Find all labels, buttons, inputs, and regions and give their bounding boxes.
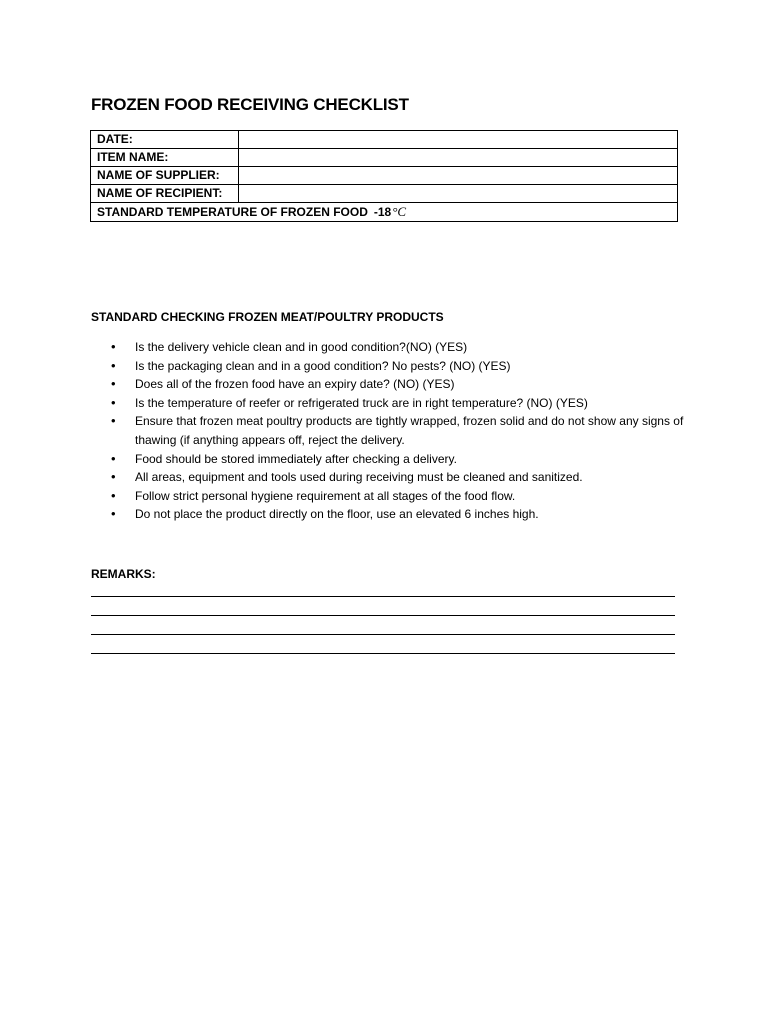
info-row-supplier [91, 167, 678, 185]
bullet-icon: • [111, 487, 116, 503]
info-row-temperature [91, 203, 678, 222]
bullet-icon: • [111, 450, 116, 466]
bullet-icon: • [111, 413, 116, 429]
info-row-date [91, 131, 678, 149]
info-row-recipient [91, 185, 678, 203]
checklist-item-text: Food should be stored immediately after checking a delivery. [135, 451, 457, 466]
checklist-item [91, 394, 691, 413]
info-value-recipient[interactable] [239, 185, 678, 203]
remarks-line[interactable] [91, 653, 675, 654]
info-label-supplier: NAME OF SUPPLIER: [91, 167, 239, 185]
temperature-value: -18 [373, 205, 392, 219]
remarks-line[interactable] [91, 596, 675, 597]
bullet-icon: • [111, 469, 116, 485]
remarks-line[interactable] [91, 634, 675, 635]
temperature-unit: °C [392, 204, 407, 219]
checklist-item [91, 468, 691, 487]
checklist-item-text: All areas, equipment and tools used during receiving must be cleaned and sanitized. [135, 470, 583, 485]
checklist [91, 338, 691, 524]
temperature-label: STANDARD TEMPERATURE OF FROZEN FOOD [97, 205, 368, 219]
checklist-item-text: Does all of the frozen food have an expiry date? (NO) (YES) [135, 377, 455, 392]
bullet-icon: • [111, 357, 116, 373]
info-value-supplier[interactable] [239, 167, 678, 185]
info-label-recipient: NAME OF RECIPIENT: [91, 185, 239, 203]
bullet-icon: • [111, 376, 116, 392]
checklist-item [91, 412, 691, 449]
checklist-item-text: Is the delivery vehicle clean and in good condition?(NO) (YES) [135, 340, 468, 354]
checklist-item-text: Follow strict personal hygiene requirement at all stages of the food flow. [135, 488, 516, 503]
info-table [90, 130, 678, 222]
checklist-item [91, 357, 691, 376]
section-heading: STANDARD CHECKING FROZEN MEAT/POULTRY PRODUCTS [91, 310, 444, 324]
checklist-item [91, 505, 691, 524]
temperature-cell [91, 203, 678, 222]
checklist-item [91, 450, 691, 469]
info-label-date: DATE: [91, 131, 239, 149]
bullet-icon: • [111, 506, 116, 522]
remarks-label: REMARKS: [91, 567, 156, 581]
checklist-item-text: Is the packaging clean and in a good condition? No pests? (NO) (YES) [135, 358, 511, 373]
checklist-item-text: Ensure that frozen meat poultry products are tightly wrapped, frozen solid and do not show any signs of thawing (if anything appears off, reject the delivery. [135, 414, 684, 447]
bullet-icon: • [111, 394, 116, 410]
info-value-date[interactable] [239, 131, 678, 149]
info-value-item-name[interactable] [239, 149, 678, 167]
checklist-item [91, 338, 691, 357]
bullet-icon: • [111, 339, 116, 354]
checklist-item-text: Is the temperature of reefer or refrigerated truck are in right temperature? (NO) (YES) [135, 395, 588, 410]
info-row-item-name [91, 149, 678, 167]
checklist-item [91, 487, 691, 506]
checklist-item-text: Do not place the product directly on the floor, use an elevated 6 inches high. [135, 507, 539, 522]
checklist-item [91, 375, 691, 394]
document-title: FROZEN FOOD RECEIVING CHECKLIST [91, 95, 409, 114]
info-label-item-name: ITEM NAME: [91, 149, 239, 167]
remarks-line[interactable] [91, 615, 675, 616]
